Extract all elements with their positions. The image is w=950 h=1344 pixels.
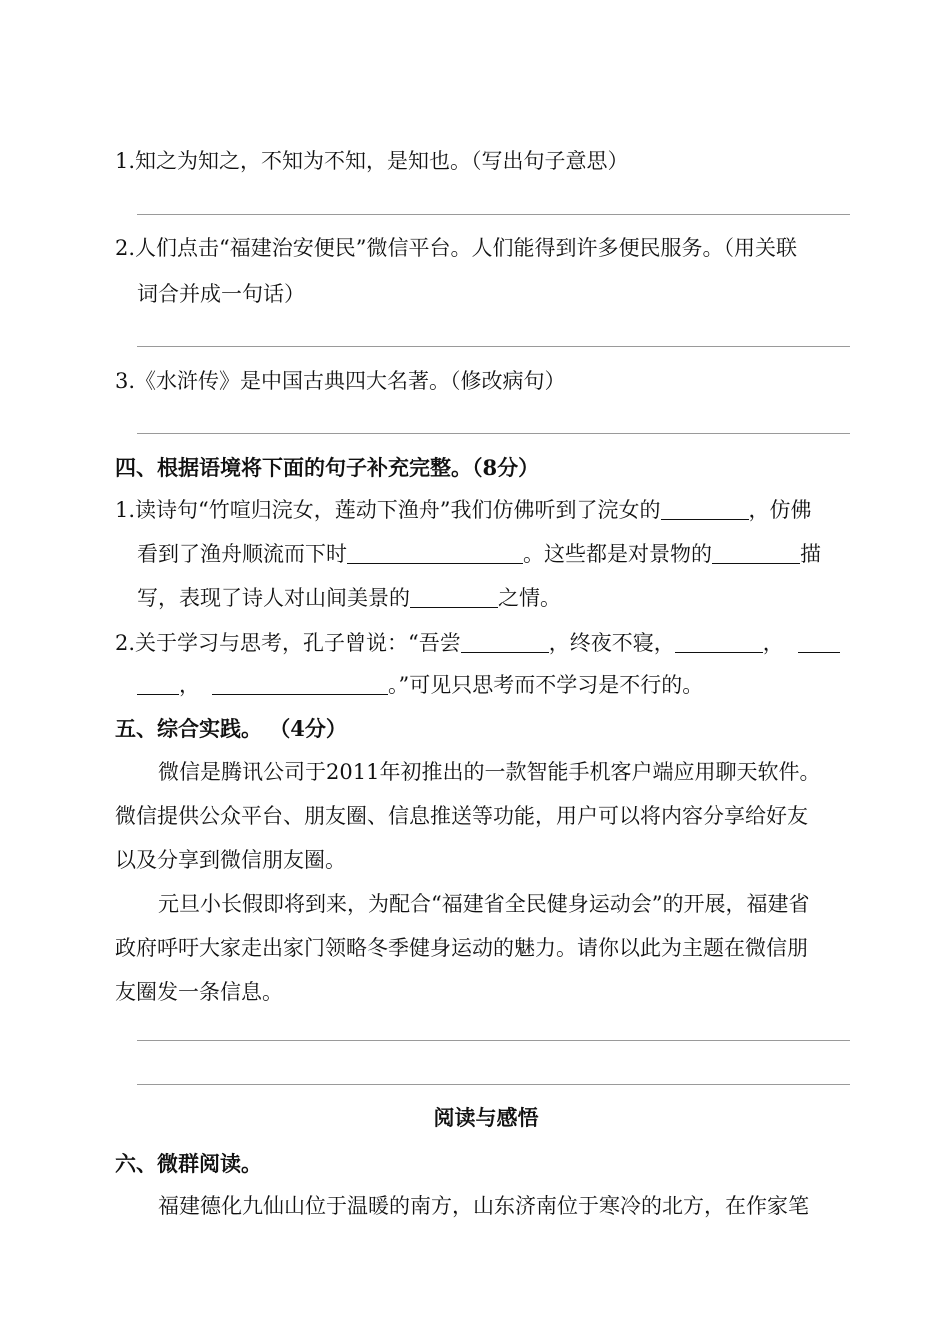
- section-6-heading: 六、微群阅读。: [115, 1151, 262, 1176]
- fill-blank[interactable]: [461, 630, 549, 653]
- question-4-1-line3: 写，表现了诗人对山间美景的 之情。: [137, 586, 561, 610]
- fill-blank[interactable]: [410, 585, 498, 608]
- fill-blank[interactable]: [712, 541, 800, 564]
- question-3-2-line1: 2.人们点击“福建治安便民”微信平台。人们能得到许多便民服务。（用关联: [115, 236, 798, 260]
- paragraph-5-2-line1: 元旦小长假即将到来，为配合“福建省全民健身运动会”的开展，福建省: [158, 892, 810, 916]
- paragraph-5-1-line1: 微信是腾讯公司于2011年初推出的一款智能手机客户端应用聊天软件。: [158, 760, 821, 784]
- paragraph-5-1-line2: 微信提供公众平台、朋友圈、信息推送等功能，用户可以将内容分享给好友: [115, 804, 808, 828]
- paragraph-5-1-line3: 以及分享到微信朋友圈。: [115, 848, 346, 872]
- question-4-1-line1: 1.读诗句“竹喧归浣女，莲动下渔舟”我们仿佛听到了浣女的 ，仿佛: [115, 498, 812, 522]
- fill-blank[interactable]: [661, 497, 749, 520]
- section-5-heading: 五、综合实践。 （4分）: [115, 716, 347, 741]
- question-4-1-line2: 看到了渔舟顺流而下时 。这些都是对景物的 描: [137, 542, 821, 566]
- answer-line[interactable]: [137, 346, 850, 347]
- question-3-3: 3.《水浒传》是中国古典四大名著。（修改病句）: [115, 369, 566, 393]
- fill-blank[interactable]: [347, 541, 523, 564]
- question-3-1: 1.知之为知之，不知为不知，是知也。（写出句子意思）: [115, 149, 629, 173]
- section-4-heading: 四、根据语境将下面的句子补充完整。（8分）: [115, 455, 540, 480]
- answer-line[interactable]: [137, 433, 850, 434]
- reading-section-title: 阅读与感悟: [433, 1105, 539, 1130]
- paragraph-5-2-line2: 政府呼吁大家走出家门领略冬季健身运动的魅力。请你以此为主题在微信朋: [115, 936, 808, 960]
- answer-line[interactable]: [137, 1084, 850, 1085]
- paragraph-6-1: 福建德化九仙山位于温暖的南方，山东济南位于寒冷的北方，在作家笔: [158, 1194, 809, 1218]
- fill-blank[interactable]: [798, 630, 840, 653]
- fill-blank[interactable]: [137, 672, 179, 695]
- fill-blank[interactable]: [212, 672, 388, 695]
- question-4-2-line2: ， 。”可见只思考而不学习是不行的。: [137, 670, 703, 700]
- fill-blank[interactable]: [675, 630, 763, 653]
- question-4-2-line1: 2.关于学习与思考，孔子曾说：“吾尝 ，终夜不寝， ，: [115, 628, 840, 658]
- paragraph-5-2-line3: 友圈发一条信息。: [115, 980, 283, 1004]
- answer-line[interactable]: [137, 214, 850, 215]
- question-3-2-line2: 词合并成一句话）: [137, 282, 305, 306]
- answer-line[interactable]: [137, 1040, 850, 1041]
